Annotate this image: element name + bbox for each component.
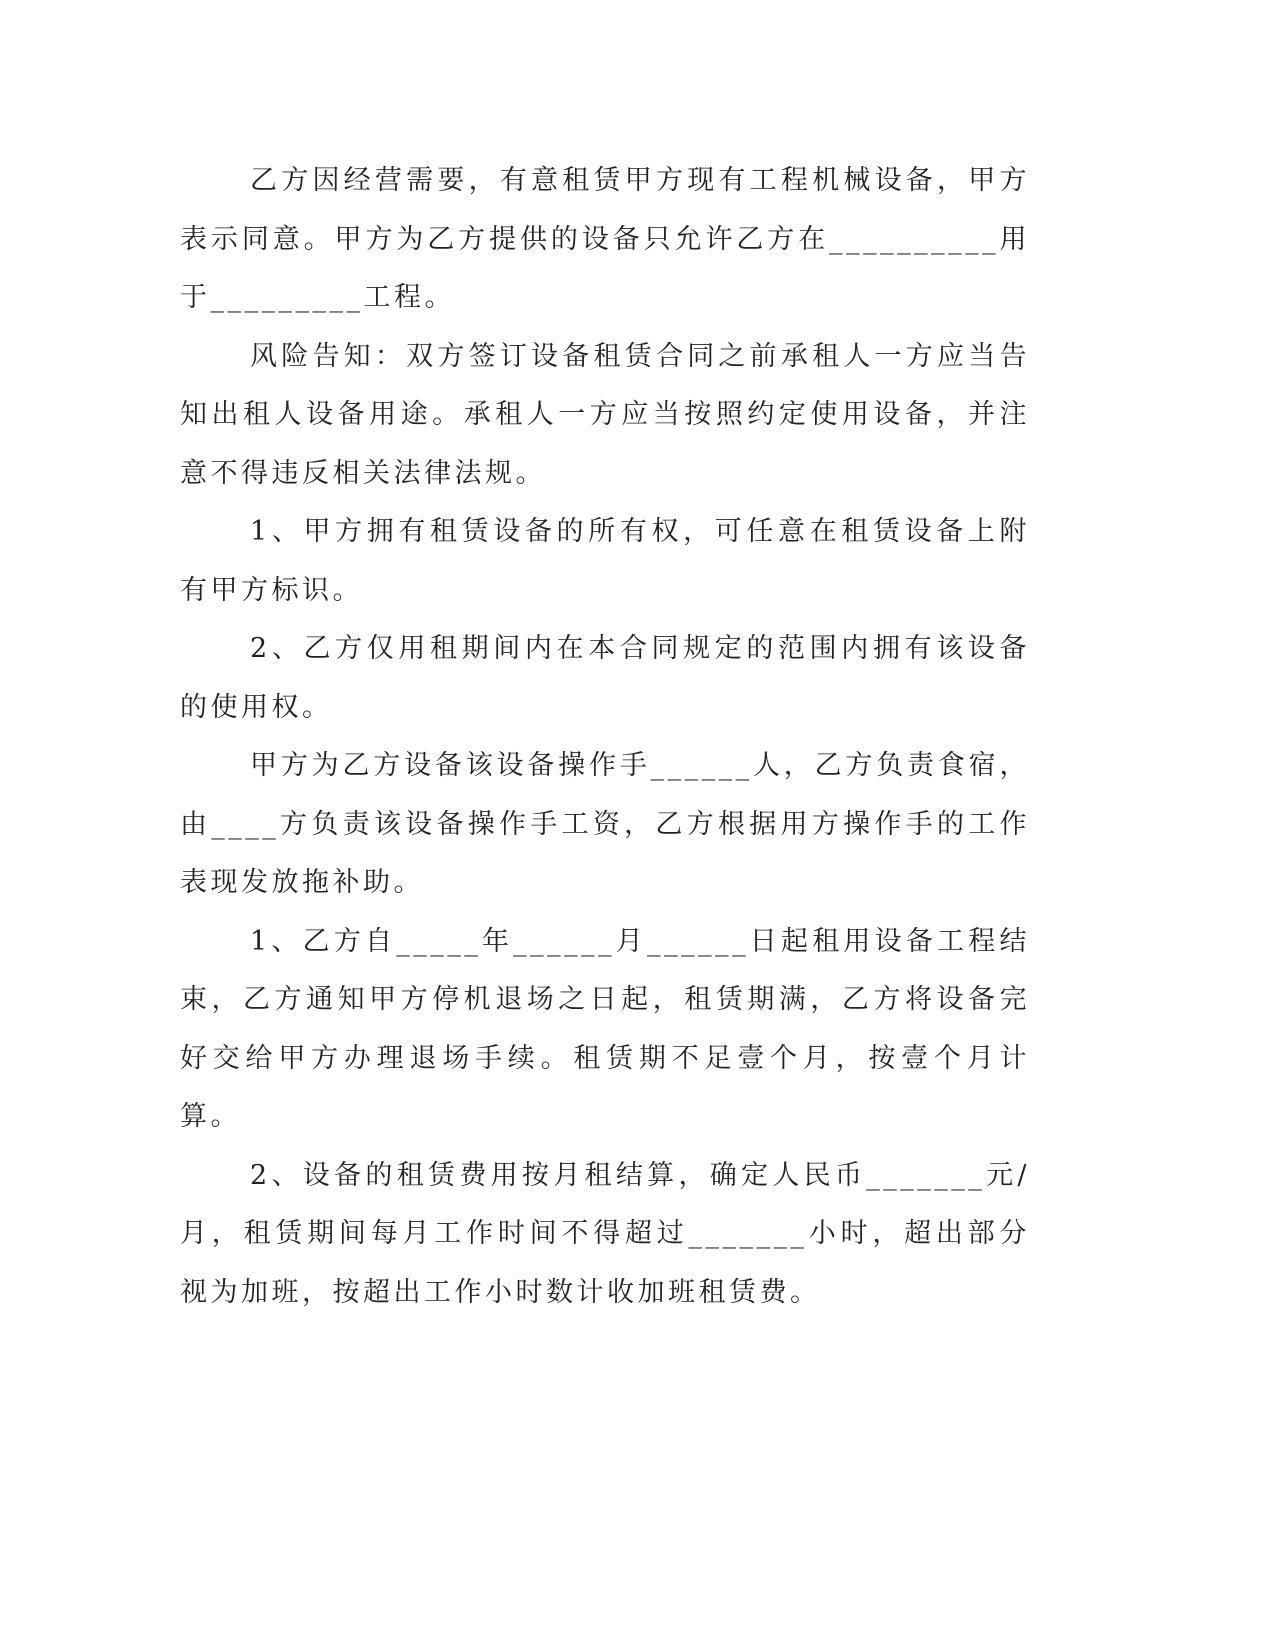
paragraph-risk-notice: 风险告知：双方签订设备租赁合同之前承租人一方应当告知出租人设备用途。承租人一方应当按照约定使用设备，并注意不得违反相关法律法规。 (180, 340, 1030, 489)
paragraph-ownership: 1、甲方拥有租赁设备的所有权，可任意在租赁设备上附有甲方标识。 (180, 516, 1030, 606)
paragraph-operator: 甲方为乙方设备该设备操作手______人，乙方负责食宿，由____方负责该设备操作手工资，乙方根据用方操作手的工作表现发放拖补助。 (180, 750, 1030, 898)
paragraph-lease-fee: 2、设备的租赁费用按月租结算，确定人民币_______元/月，租赁期间每月工作时间不得超过_______小时，超出部分视为加班，按超出工作小时数计收加班租赁费。 (180, 1159, 1030, 1308)
document-body (180, 152, 1030, 1322)
paragraph-usage-right: 2、乙方仅用租期间内在本合同规定的范围内拥有该设备的使用权。 (180, 633, 1030, 723)
paragraph-purpose: 乙方因经营需要，有意租赁甲方现有工程机械设备，甲方表示同意。甲方为乙方提供的设备只允许乙方在__________用于_________工程。 (180, 165, 1030, 313)
paragraph-lease-term: 1、乙方自_____年______月______日起租用设备工程结束，乙方通知甲方停机退场之日起，租赁期满，乙方将设备完好交给甲方办理退场手续。租赁期不足壹个月，按壹个月计算。 (180, 925, 1030, 1132)
